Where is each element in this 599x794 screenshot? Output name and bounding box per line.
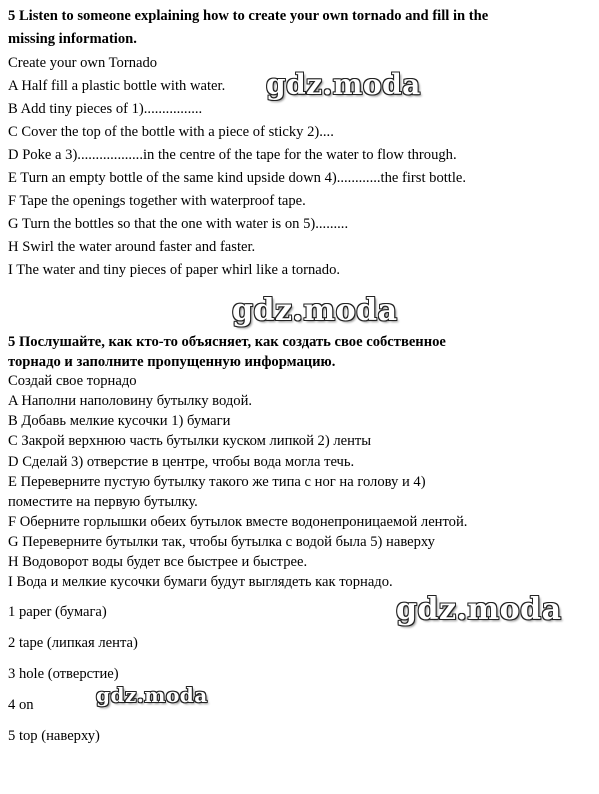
exercise-heading-en: missing information. bbox=[8, 31, 137, 47]
step-line-ru: I Вода и мелкие кусочки бумаги будут выглядеть как торнадо. bbox=[8, 574, 393, 590]
watermark-logo: gdz.moda bbox=[96, 683, 208, 707]
step-line-ru: H Водоворот воды будет все быстрее и быстрее. bbox=[8, 554, 308, 570]
step-line-ru: E Переверните пустую бутылку такого же типа с ног на голову и 4) bbox=[8, 474, 426, 490]
answer-item: 2 tape (липкая лента) bbox=[8, 635, 138, 651]
step-line-en: D Poke a 3)..................in the centre of the tape for the water to flow through. bbox=[8, 147, 457, 163]
watermark-logo: gdz.moda bbox=[232, 293, 398, 328]
answer-item: 3 hole (отверстие) bbox=[8, 666, 119, 682]
task-title-en: Create your own Tornado bbox=[8, 55, 158, 71]
step-line-en: G Turn the bottles so that the one with water is on 5)......... bbox=[8, 216, 349, 232]
step-line-en: H Swirl the water around faster and faster. bbox=[8, 239, 256, 255]
step-line-ru: A Наполни наполовину бутылку водой. bbox=[8, 393, 253, 409]
answer-item: 4 on bbox=[8, 697, 34, 713]
step-line-ru: G Переверните бутылки так, чтобы бутылка с водой была 5) наверху bbox=[8, 534, 435, 550]
step-line-en: B Add tiny pieces of 1)................ bbox=[8, 101, 203, 117]
answer-item: 5 top (наверху) bbox=[8, 728, 100, 744]
step-line-en: E Turn an empty bottle of the same kind upside down 4)............the first bottle. bbox=[8, 170, 467, 186]
exercise-heading-ru: 5 Послушайте, как кто-то объясняет, как создать свое собственное bbox=[8, 334, 446, 350]
step-line-ru: поместите на первую бутылку. bbox=[8, 494, 198, 510]
step-line-en: C Cover the top of the bottle with a piece of sticky 2).... bbox=[8, 124, 334, 140]
step-line-ru: B Добавь мелкие кусочки 1) бумаги bbox=[8, 413, 231, 429]
exercise-heading-en: 5 Listen to someone explaining how to create your own tornado and fill in the bbox=[8, 8, 489, 24]
step-line-ru: C Закрой верхнюю часть бутылки куском липкой 2) ленты bbox=[8, 433, 372, 449]
step-line-ru: D Сделай 3) отверстие в центре, чтобы вода могла течь. bbox=[8, 454, 355, 470]
watermark-logo: gdz.moda bbox=[396, 592, 562, 627]
exercise-heading-ru: торнадо и заполните пропущенную информацию. bbox=[8, 354, 336, 370]
task-title-ru: Создай свое торнадо bbox=[8, 373, 137, 389]
step-line-en: I The water and tiny pieces of paper whirl like a tornado. bbox=[8, 262, 341, 278]
step-line-ru: F Оберните горлышки обеих бутылок вместе водонепроницаемой лентой. bbox=[8, 514, 468, 530]
watermark-logo: gdz.moda bbox=[266, 68, 421, 101]
step-line-en: F Tape the openings together with waterproof tape. bbox=[8, 193, 306, 209]
step-line-en: A Half fill a plastic bottle with water. bbox=[8, 78, 226, 94]
answer-item: 1 paper (бумага) bbox=[8, 604, 107, 620]
